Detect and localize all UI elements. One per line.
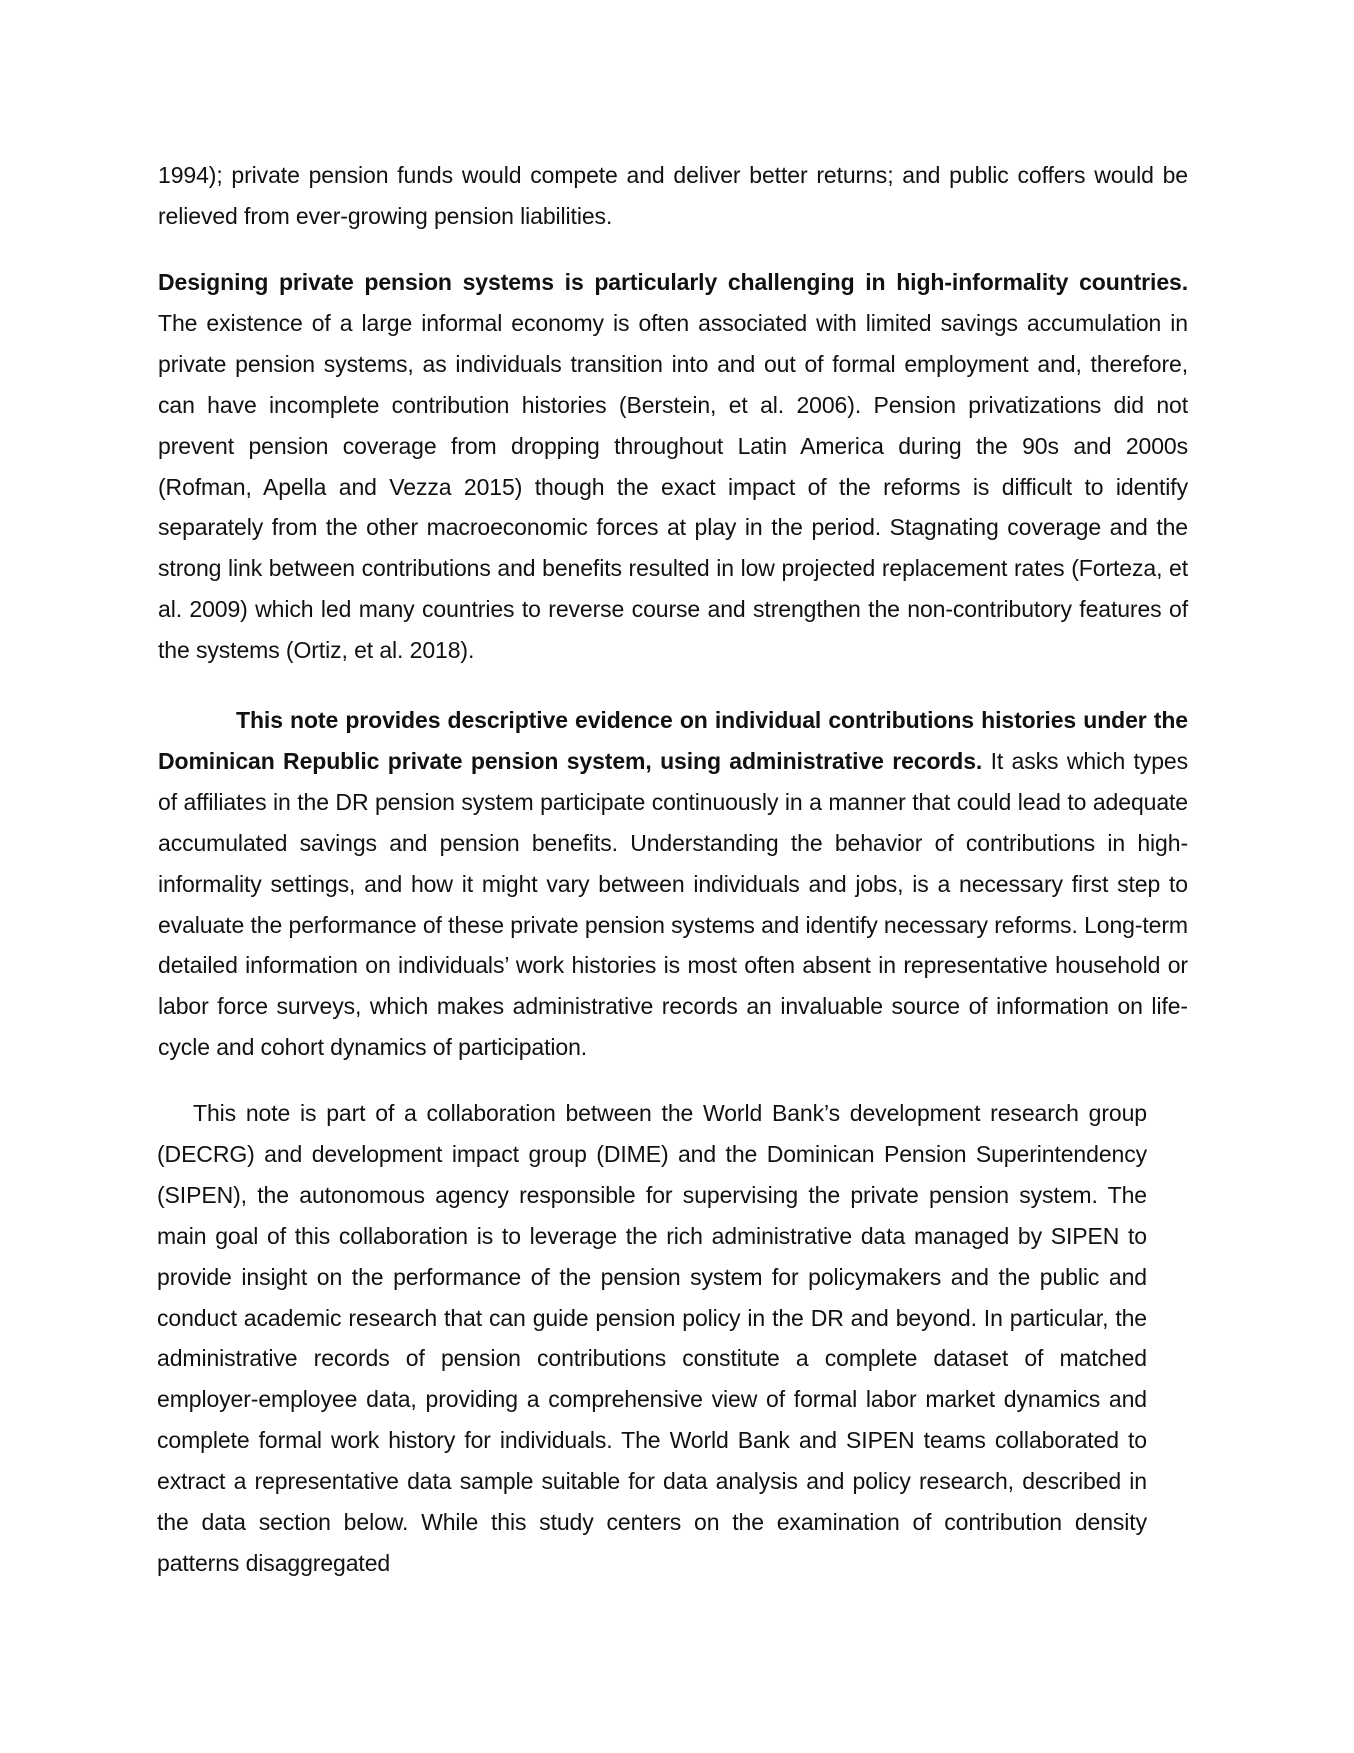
paragraph-text: The existence of a large informal economy is often associated with limited savings accumulation in private pension systems, as individuals transition into and out of formal employment and, therefore, can have incomplete contribution histories (Berstein, et al. 2006). Pension privatizations did not prevent pension coverage from dropping throughout Latin America during the 90s and 2000s (Rofman, Apella and Vezza 2015) though the exact impact of the reforms is difficult to identify separately from the other macroeconomic forces at play in the period. Stagnating coverage and the strong link between contributions and benefits resulted in low projected replacement rates (Forteza, et al. 2009) which led many countries to reverse course and strengthen the non-contributory features of the systems (Ortiz, et al. 2018). (158, 309, 1188, 664)
paragraph-high-informality (158, 262, 1188, 671)
paragraph-text: This note is part of a collaboration between the World Bank’s development research group (DECRG) and development impact group (DIME) and the Dominican Pension Superintendency (SIPEN), the autonomous agency responsible for supervising the private pension system. The main goal of this collaboration is to leverage the rich administrative data managed by SIPEN to provide insight on the performance of the pension system for policymakers and the public and conduct academic research that can guide pension policy in the DR and beyond. In particular, the administrative records of pension contributions constitute a complete dataset of matched employer-employee data, providing a comprehensive view of formal labor market dynamics and complete formal work history for individuals. The World Bank and SIPEN teams collaborated to extract a representative data sample suitable for data analysis and policy research, described in the data section below. While this study centers on the examination of contribution density patterns disaggregated (157, 1100, 1147, 1576)
paragraph-note-purpose (158, 700, 1188, 1068)
paragraph-text: 1994); private pension funds would compete and deliver better returns; and public coffers would be relieved from ever-growing pension liabilities. (158, 162, 1188, 229)
paragraph-text: It asks which types of affiliates in the DR pension system participate continuously in a manner that could lead to adequate accumulated savings and pension benefits. Understanding the behavior of contributions in high-informality settings, and how it might vary between individuals and jobs, is a necessary first step to evaluate the performance of these private pension systems and identify necessary reforms. Long-term detailed information on individuals’ work histories is most often absent in representative household or labor force surveys, which makes administrative records an invaluable source of information on life-cycle and cohort dynamics of participation. (158, 747, 1188, 1061)
paragraph-lead-sentence: Designing private pension systems is particularly challenging in high-informality countries. (158, 269, 1188, 295)
paragraph-lead-sentence: This note provides descriptive evidence on individual contributions histories under the Dominican Republic private pension system, using administrative records. (158, 707, 1188, 774)
paragraph-pension-returns (158, 155, 1188, 237)
paragraph-collaboration (157, 1093, 1147, 1584)
